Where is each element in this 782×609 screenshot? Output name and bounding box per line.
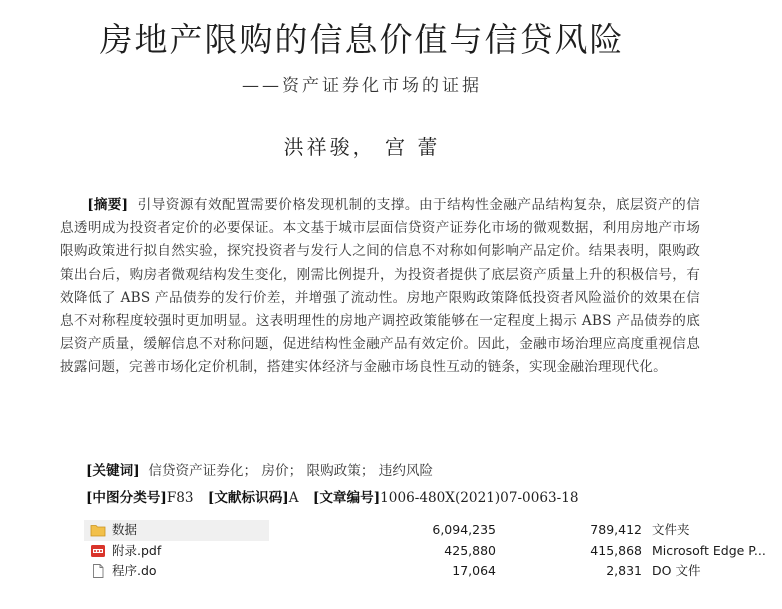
file-name: 数据 [112, 522, 138, 537]
file-packed-size: 2,831 [606, 563, 642, 578]
clc-value: F83 [166, 490, 194, 506]
doc-code-value: A [288, 490, 299, 506]
file-list [84, 520, 766, 582]
file-type: 文件夹 [652, 522, 690, 537]
article-no-value: 1006-480X(2021)07-0063-18 [380, 490, 579, 506]
abstract-label: [摘要] [87, 197, 129, 213]
pdf-icon [90, 544, 106, 558]
file-size: 17,064 [452, 563, 496, 578]
document-icon [90, 564, 106, 578]
file-type: Microsoft Edge P... [652, 542, 766, 558]
folder-icon [90, 523, 106, 537]
file-size: 425,880 [444, 542, 496, 558]
keywords-line [86, 460, 433, 482]
file-row-appendix-pdf[interactable] [84, 541, 766, 562]
file-row-data-folder[interactable] [84, 520, 714, 541]
file-packed-size: 789,412 [590, 522, 642, 537]
paper-subtitle: ——资产证券化市场的证据 [242, 76, 482, 96]
clc-label: [中图分类号] [86, 490, 167, 506]
abstract [60, 194, 700, 380]
paper-authors: 洪祥骏， 宫 蕾 [283, 135, 441, 159]
file-size: 6,094,235 [432, 522, 496, 537]
paper-title: 房地产限购的信息价值与信贷风险 [99, 20, 625, 59]
keywords-label: [关键词] [86, 463, 140, 479]
abstract-text: 引导资源有效配置需要价格发现机制的支撑。由于结构性金融产品结构复杂，底层资产的信息透明成为投资者定价的必要保证。本文基于城市层面信贷资产证券化市场的微观数据，利用房地产市场限购政策进行拟自然实验，探究投资者与发行人之间的信息不对称如何影响产品定价。结果表明，限购政策出台后，购房者微观结构发生变化，刚需比例提升，为投资者提供了底层资产质量上升的积极信号，有效降低了 ABS 产品债券的发行价差，并增强了流动性。房地产限购政策降低投资者风险溢价的效果在信息不对称程度较强时更加明显。这表明理性的房地产调控政策能够在一定程度上揭示 ABS 产品债券的底层资产质量，缓解信息不对称问题，促进结构性金融产品有效定价。因此，金融市场治理应高度重视信息披露问题，完善市场化定价机制，搭建实体经济与金融市场良性互动的链条，实现金融治理现代化。 [60, 197, 700, 376]
file-packed-size: 415,868 [590, 542, 642, 558]
keywords-text: 信贷资产证券化； 房价； 限购政策； 违约风险 [148, 463, 434, 479]
file-row-program-do[interactable] [84, 561, 714, 582]
file-name: 程序.do [112, 563, 157, 578]
file-type: DO 文件 [652, 563, 701, 578]
article-no-label: [文章编号] [312, 490, 381, 506]
doc-code-label: [文献标识码] [207, 490, 289, 506]
file-name: 附录.pdf [112, 542, 162, 558]
classification-line [86, 487, 579, 509]
